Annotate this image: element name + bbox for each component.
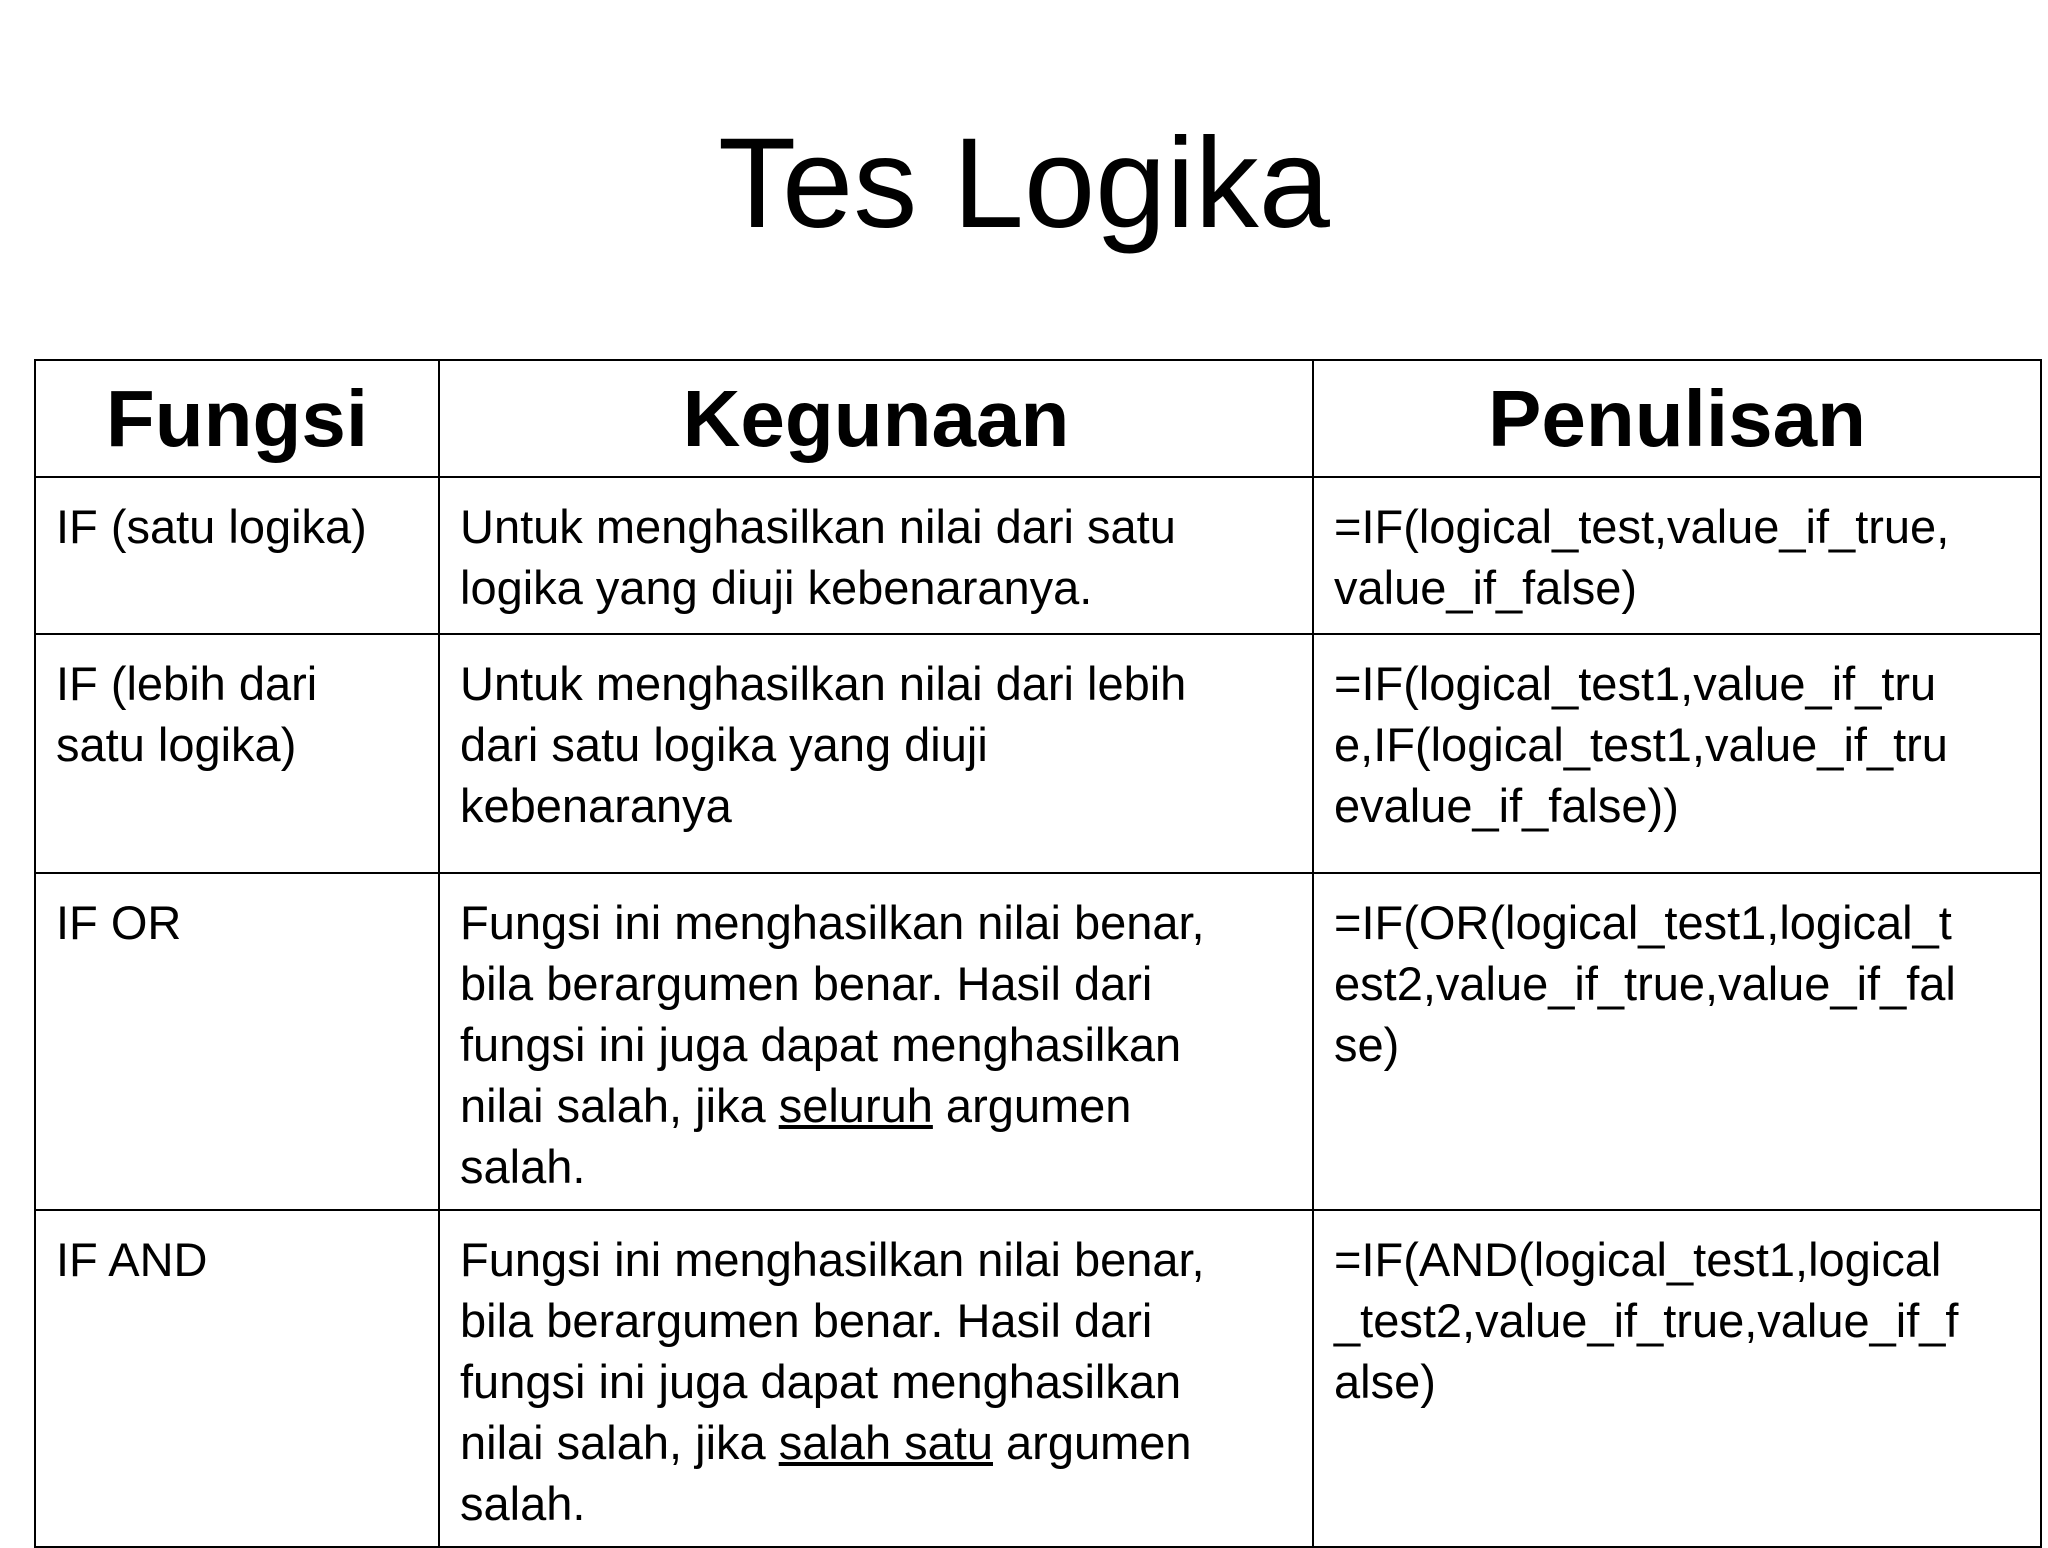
table-row: [35, 873, 2041, 1210]
cell-penulisan: [1313, 477, 2041, 634]
text-line: Fungsi ini menghasilkan nilai benar,: [460, 1233, 1205, 1286]
text-line: =IF(AND(logical_test1,logical: [1334, 1233, 1942, 1286]
slide-title: Tes Logika: [718, 112, 1330, 255]
table-row: [35, 634, 2041, 873]
cell-fungsi: [35, 1210, 439, 1547]
text-line: est2,value_if_true,value_if_fal: [1334, 957, 1956, 1010]
header-fungsi: Fungsi: [35, 360, 439, 477]
text-line: IF (satu logika): [56, 500, 367, 553]
text-line: IF AND: [56, 1233, 208, 1286]
text-line: IF OR: [56, 896, 182, 949]
text-line: fungsi ini juga dapat menghasilkan: [460, 1018, 1182, 1071]
cell-penulisan: [1313, 1210, 2041, 1547]
cell-fungsi: [35, 477, 439, 634]
cell-fungsi: [35, 634, 439, 873]
text-line: dari satu logika yang diuji: [460, 718, 988, 771]
text-fragment: nilai salah, jika: [460, 1079, 779, 1132]
text-line: e,IF(logical_test1,value_if_tru: [1334, 718, 1948, 771]
text-line: fungsi ini juga dapat menghasilkan: [460, 1355, 1182, 1408]
text-line: Untuk menghasilkan nilai dari satu: [460, 500, 1176, 553]
header-penulisan: Penulisan: [1313, 360, 2041, 477]
cell-kegunaan: [439, 634, 1313, 873]
text-line: [460, 1075, 1292, 1136]
underlined-term: salah satu: [778, 1416, 993, 1469]
text-line: _test2,value_if_true,value_if_f: [1334, 1294, 1959, 1347]
underlined-term: seluruh: [778, 1079, 933, 1132]
cell-kegunaan: [439, 477, 1313, 634]
header-kegunaan: Kegunaan: [439, 360, 1313, 477]
text-line: =IF(logical_test,value_if_true,: [1334, 500, 1950, 553]
cell-kegunaan: [439, 873, 1313, 1210]
cell-kegunaan: [439, 1210, 1313, 1547]
text-line: salah.: [460, 1477, 586, 1530]
cell-fungsi: [35, 873, 439, 1210]
text-line: alse): [1334, 1355, 1436, 1408]
text-line: logika yang diuji kebenaranya.: [460, 561, 1093, 614]
text-fragment: argumen: [932, 1079, 1132, 1132]
cell-penulisan: [1313, 634, 2041, 873]
text-fragment: argumen: [992, 1416, 1192, 1469]
text-line: IF (lebih dari: [56, 657, 318, 710]
text-line: [460, 1412, 1292, 1473]
table-row: [35, 477, 2041, 634]
text-line: se): [1334, 1018, 1400, 1071]
table-row: [35, 1210, 2041, 1547]
text-line: Untuk menghasilkan nilai dari lebih: [460, 657, 1187, 710]
text-line: Fungsi ini menghasilkan nilai benar,: [460, 896, 1205, 949]
text-line: kebenaranya: [460, 779, 732, 832]
text-line: bila berargumen benar. Hasil dari: [460, 1294, 1153, 1347]
text-line: =IF(logical_test1,value_if_tru: [1334, 657, 1937, 710]
text-line: =IF(OR(logical_test1,logical_t: [1334, 896, 1952, 949]
text-line: evalue_if_false)): [1334, 779, 1679, 832]
cell-penulisan: [1313, 873, 2041, 1210]
text-line: bila berargumen benar. Hasil dari: [460, 957, 1153, 1010]
text-line: value_if_false): [1334, 561, 1638, 614]
text-fragment: nilai salah, jika: [460, 1416, 779, 1469]
logic-functions-table: [34, 359, 2042, 1548]
text-line: salah.: [460, 1140, 586, 1193]
text-line: satu logika): [56, 718, 297, 771]
table-header-row: [35, 360, 2041, 477]
